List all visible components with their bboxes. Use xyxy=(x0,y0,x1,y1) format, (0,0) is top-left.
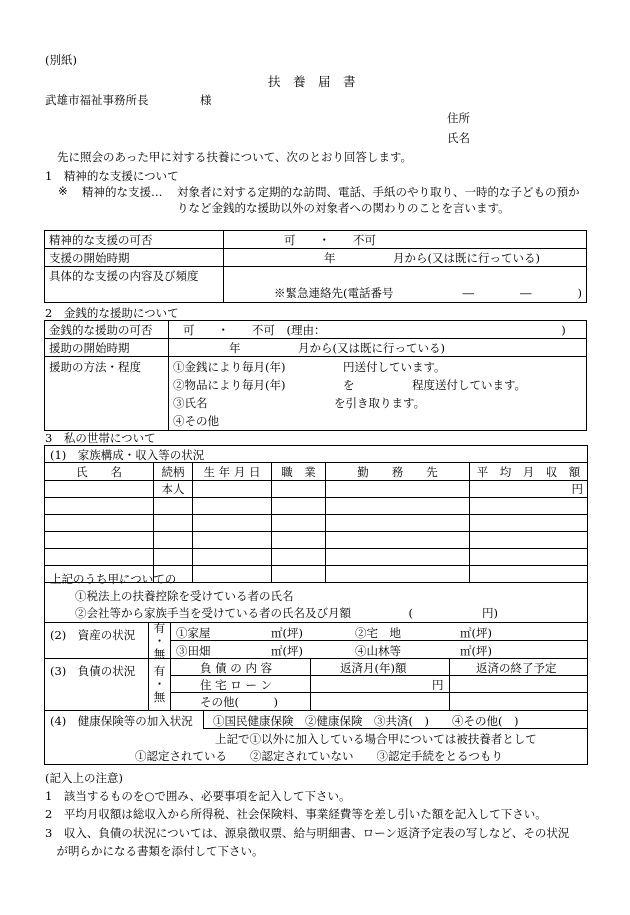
workplace-cell[interactable] xyxy=(326,515,470,532)
note-item: が明らかになる書類を添付して下さい。 xyxy=(45,844,264,858)
name-cell[interactable] xyxy=(45,498,154,515)
table-row xyxy=(45,498,588,515)
workplace-cell[interactable] xyxy=(326,481,470,498)
house-unit: ㎡(坪) xyxy=(271,626,303,640)
no-option: 無 xyxy=(153,690,166,704)
repayment-end-header: 返済の終了予定 xyxy=(476,661,557,675)
aid-availability-field[interactable]: 可 ・ 不可 (理由： ) xyxy=(169,321,587,339)
field-label: ③田畑 xyxy=(176,644,211,658)
column-header: 職 業 xyxy=(272,463,326,481)
family-table xyxy=(44,462,588,583)
addressee: 武雄市福祉事務所長 xyxy=(45,93,149,107)
name-cell[interactable] xyxy=(45,481,154,498)
field-unit: ㎡(坪) xyxy=(271,644,303,658)
row-label: 援助の方法・程度 xyxy=(45,357,169,431)
occupation-cell[interactable] xyxy=(272,566,326,583)
note-line2: りなど金銭的な援助以外の対象者への関わりのことを言います。 xyxy=(177,201,510,215)
repayment-amount-header: 返済月(年)額 xyxy=(340,661,407,675)
income-cell[interactable] xyxy=(470,566,588,583)
table-row xyxy=(45,267,587,303)
table-row xyxy=(45,321,587,339)
method-item: ④その他 xyxy=(173,414,219,428)
row-label: 援助の開始時期 xyxy=(45,339,169,357)
note-item: 1 該当するものを○で囲み、必要事項を記入して下さい。 xyxy=(45,789,351,803)
house-label: ①家屋 xyxy=(176,626,211,640)
method-item: ③氏名 を引き取ります。 xyxy=(173,396,426,410)
no-option: 無 xyxy=(153,647,166,661)
workplace-cell[interactable] xyxy=(326,566,470,583)
workplace-cell[interactable] xyxy=(326,498,470,515)
appendix-label: (別紙) xyxy=(45,53,77,67)
relation-cell[interactable] xyxy=(154,532,193,549)
separator-dot: ・ xyxy=(153,677,166,691)
forest-label: ④山林等 xyxy=(355,644,401,658)
row-label: 金銭的な援助の可否 xyxy=(45,321,169,339)
forest-unit: ㎡(坪) xyxy=(460,644,492,658)
housing-loan-label: 住 宅 ロ ー ン xyxy=(200,678,273,692)
document-title: 扶 養 届 書 xyxy=(268,74,356,89)
yes-option: 有 xyxy=(153,664,166,678)
note-term: 精神的な支援… xyxy=(82,185,163,199)
land-label: ②宅 地 xyxy=(355,626,401,640)
note-line1: 対象者に対する定期的な訪問、電話、手紙のやり取り、一時的な子どもの預か xyxy=(177,185,580,199)
table-row xyxy=(45,481,588,498)
occupation-cell[interactable] xyxy=(272,515,326,532)
aid-start-field[interactable]: 年 月から(又は既に行っている) xyxy=(169,339,587,357)
income-cell[interactable] xyxy=(470,515,588,532)
birthdate-cell[interactable] xyxy=(193,532,272,549)
notes-heading: (記入上の注意) xyxy=(45,771,123,785)
occupation-cell[interactable] xyxy=(272,532,326,549)
table-row xyxy=(45,231,587,249)
dependent-note: 上記で①以外に加入している場合甲については被扶養者として xyxy=(215,732,537,746)
birthdate-cell[interactable] xyxy=(193,498,272,515)
column-header: 平 均 月 収 額 xyxy=(470,463,588,481)
table-row xyxy=(45,532,588,549)
spouse-note: 上記のうち甲についての xyxy=(50,572,177,586)
name-cell[interactable] xyxy=(45,515,154,532)
table-row xyxy=(45,249,587,267)
workplace-cell[interactable] xyxy=(326,549,470,566)
row-label: 具体的な支援の内容及び頻度 xyxy=(45,267,224,303)
workplace-cell[interactable] xyxy=(326,532,470,549)
column-header: 続柄 xyxy=(154,463,193,481)
column-header: 氏 名 xyxy=(45,463,154,481)
relation-cell[interactable] xyxy=(154,498,193,515)
note-item: 3 収入、負債の状況については、源泉徴収票、給与明細書、ローン返済予定表の写しなど、その状況 xyxy=(45,826,570,840)
housing-loan-yen[interactable]: 円 xyxy=(432,678,444,692)
relation-cell: 本人 xyxy=(154,481,193,498)
birthdate-cell[interactable] xyxy=(193,515,272,532)
insurance-label: (4) 健康保険等の加入状況 xyxy=(50,714,193,728)
name-label: 氏名 xyxy=(447,131,470,145)
intro-text: 先に照会のあった甲に対する扶養について、次のとおり回答します。 xyxy=(57,150,413,164)
column-header: 勤 務 先 xyxy=(326,463,470,481)
occupation-cell[interactable] xyxy=(272,498,326,515)
birthdate-cell[interactable] xyxy=(193,481,272,498)
section2-heading: 2 金銭的な援助について xyxy=(45,306,179,320)
address-label: 住所 xyxy=(447,111,470,125)
dependent-options[interactable]: ①認定されている ②認定されていない ③認定手続をとるつもり xyxy=(135,749,503,763)
income-cell[interactable] xyxy=(470,549,588,566)
table-row xyxy=(45,463,588,481)
table-row xyxy=(45,549,588,566)
support-availability-field[interactable]: 可 ・ 不可 xyxy=(224,231,587,249)
honorific: 様 xyxy=(200,93,212,107)
family-allowance-item: ②会社等から家族手当を受けている者の氏名及び月額 ( 円) xyxy=(75,606,498,620)
relation-cell[interactable] xyxy=(154,515,193,532)
support-start-field[interactable]: 年 月から(又は既に行っている) xyxy=(224,249,587,267)
occupation-cell[interactable] xyxy=(272,481,326,498)
debts-label: (3) 負債の状況 xyxy=(50,664,136,678)
birthdate-cell[interactable] xyxy=(193,549,272,566)
tax-dependent-item: ①税法上の扶養控除を受けている者の氏名 xyxy=(75,589,294,603)
income-cell[interactable] xyxy=(470,532,588,549)
family-subheading: (1) 家族構成・収入等の状況 xyxy=(50,448,205,462)
relation-cell[interactable] xyxy=(154,549,193,566)
table-row xyxy=(45,357,587,431)
note-mark: ※ xyxy=(58,184,68,198)
income-cell[interactable] xyxy=(470,498,588,515)
land-unit: ㎡(坪) xyxy=(460,626,492,640)
section3-heading: 3 私の世帯について xyxy=(45,431,156,445)
row-label: 精神的な支援の可否 xyxy=(45,231,224,249)
financial-aid-table xyxy=(44,320,587,431)
debts-yes-no-toggle[interactable] xyxy=(149,665,170,704)
column-header: 生 年 月 日 xyxy=(193,463,272,481)
support-detail-field[interactable]: ※緊急連絡先(電話番号 ― ― ) xyxy=(224,267,587,303)
table-row xyxy=(45,515,588,532)
birthdate-cell[interactable] xyxy=(193,566,272,583)
income-cell[interactable]: 円 xyxy=(470,481,588,498)
aid-method-field[interactable] xyxy=(169,357,587,431)
row-label: 支援の開始時期 xyxy=(45,249,224,267)
mental-support-table xyxy=(44,230,587,303)
yes-option: 有 xyxy=(153,621,166,635)
debt-content-header: 負 債 の 内 容 xyxy=(200,661,273,675)
insurance-options[interactable]: ①国民健康保険 ②健康保険 ③共済( ) ④その他( ) xyxy=(213,714,519,728)
method-item: ②物品により毎月(年) を 程度送付しています。 xyxy=(173,378,527,392)
assets-yes-no-toggle[interactable] xyxy=(149,622,170,661)
table-row xyxy=(45,339,587,357)
other-debt-label[interactable]: その他( ) xyxy=(200,695,278,709)
name-cell[interactable] xyxy=(45,549,154,566)
assets-label: (2) 資産の状況 xyxy=(50,628,136,642)
note-item: 2 平均月収額は総収入から所得税、社会保険料、事業経費等を差し引いた額を記入して下さい。 xyxy=(45,807,547,821)
section1-heading: 1 精神的な支援について xyxy=(45,169,179,183)
occupation-cell[interactable] xyxy=(272,549,326,566)
method-item: ①金銭により毎月(年) 円送付しています。 xyxy=(173,360,446,374)
name-cell[interactable] xyxy=(45,532,154,549)
separator-dot: ・ xyxy=(153,634,166,648)
